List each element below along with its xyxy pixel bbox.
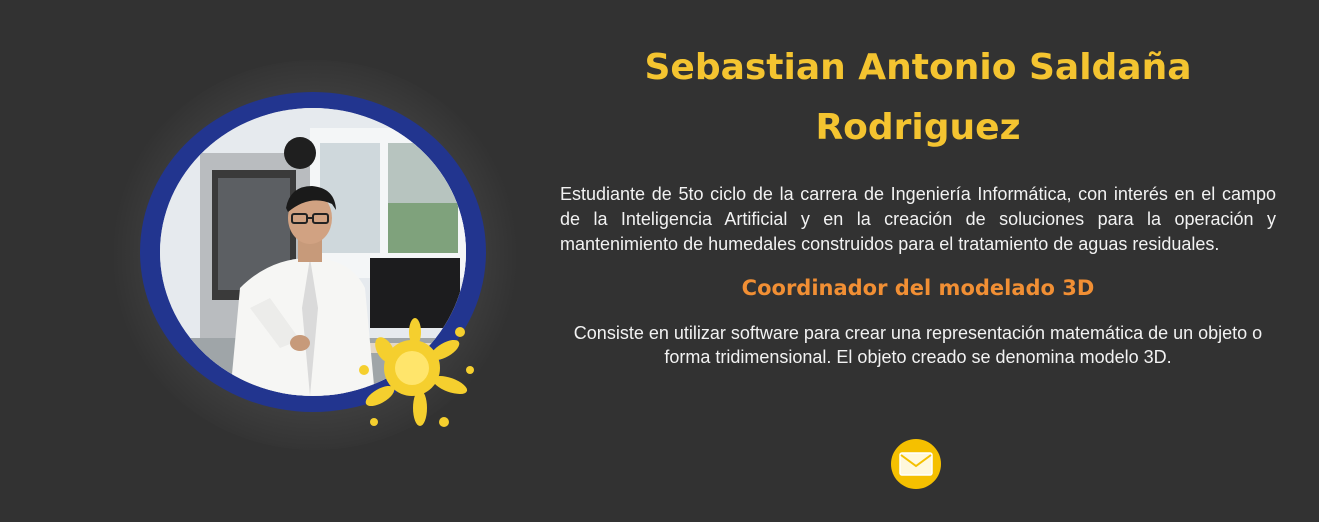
role-description: Consiste en utilizar software para crear una representación matemática de un objeto o forma tridimensional. El objeto creado se denomina modelo 3D. <box>573 323 1263 367</box>
member-role: Coordinador del modelado 3D <box>741 276 1095 300</box>
profile-photo-area <box>100 40 530 460</box>
paint-splash-icon <box>350 310 480 440</box>
envelope-icon <box>899 452 933 476</box>
email-button[interactable] <box>891 439 941 489</box>
member-name: Sebastian Antonio Saldaña Rodriguez <box>644 47 1192 148</box>
profile-info <box>560 38 1276 369</box>
member-bio: Estudiante de 5to ciclo de la carrera de Ingeniería Informática, con interés en el campo de la Inteligencia Artificial y en la creación de soluciones para la operación y mantenimiento de humedales construidos para el tratamiento de aguas residuales. <box>560 184 1276 254</box>
